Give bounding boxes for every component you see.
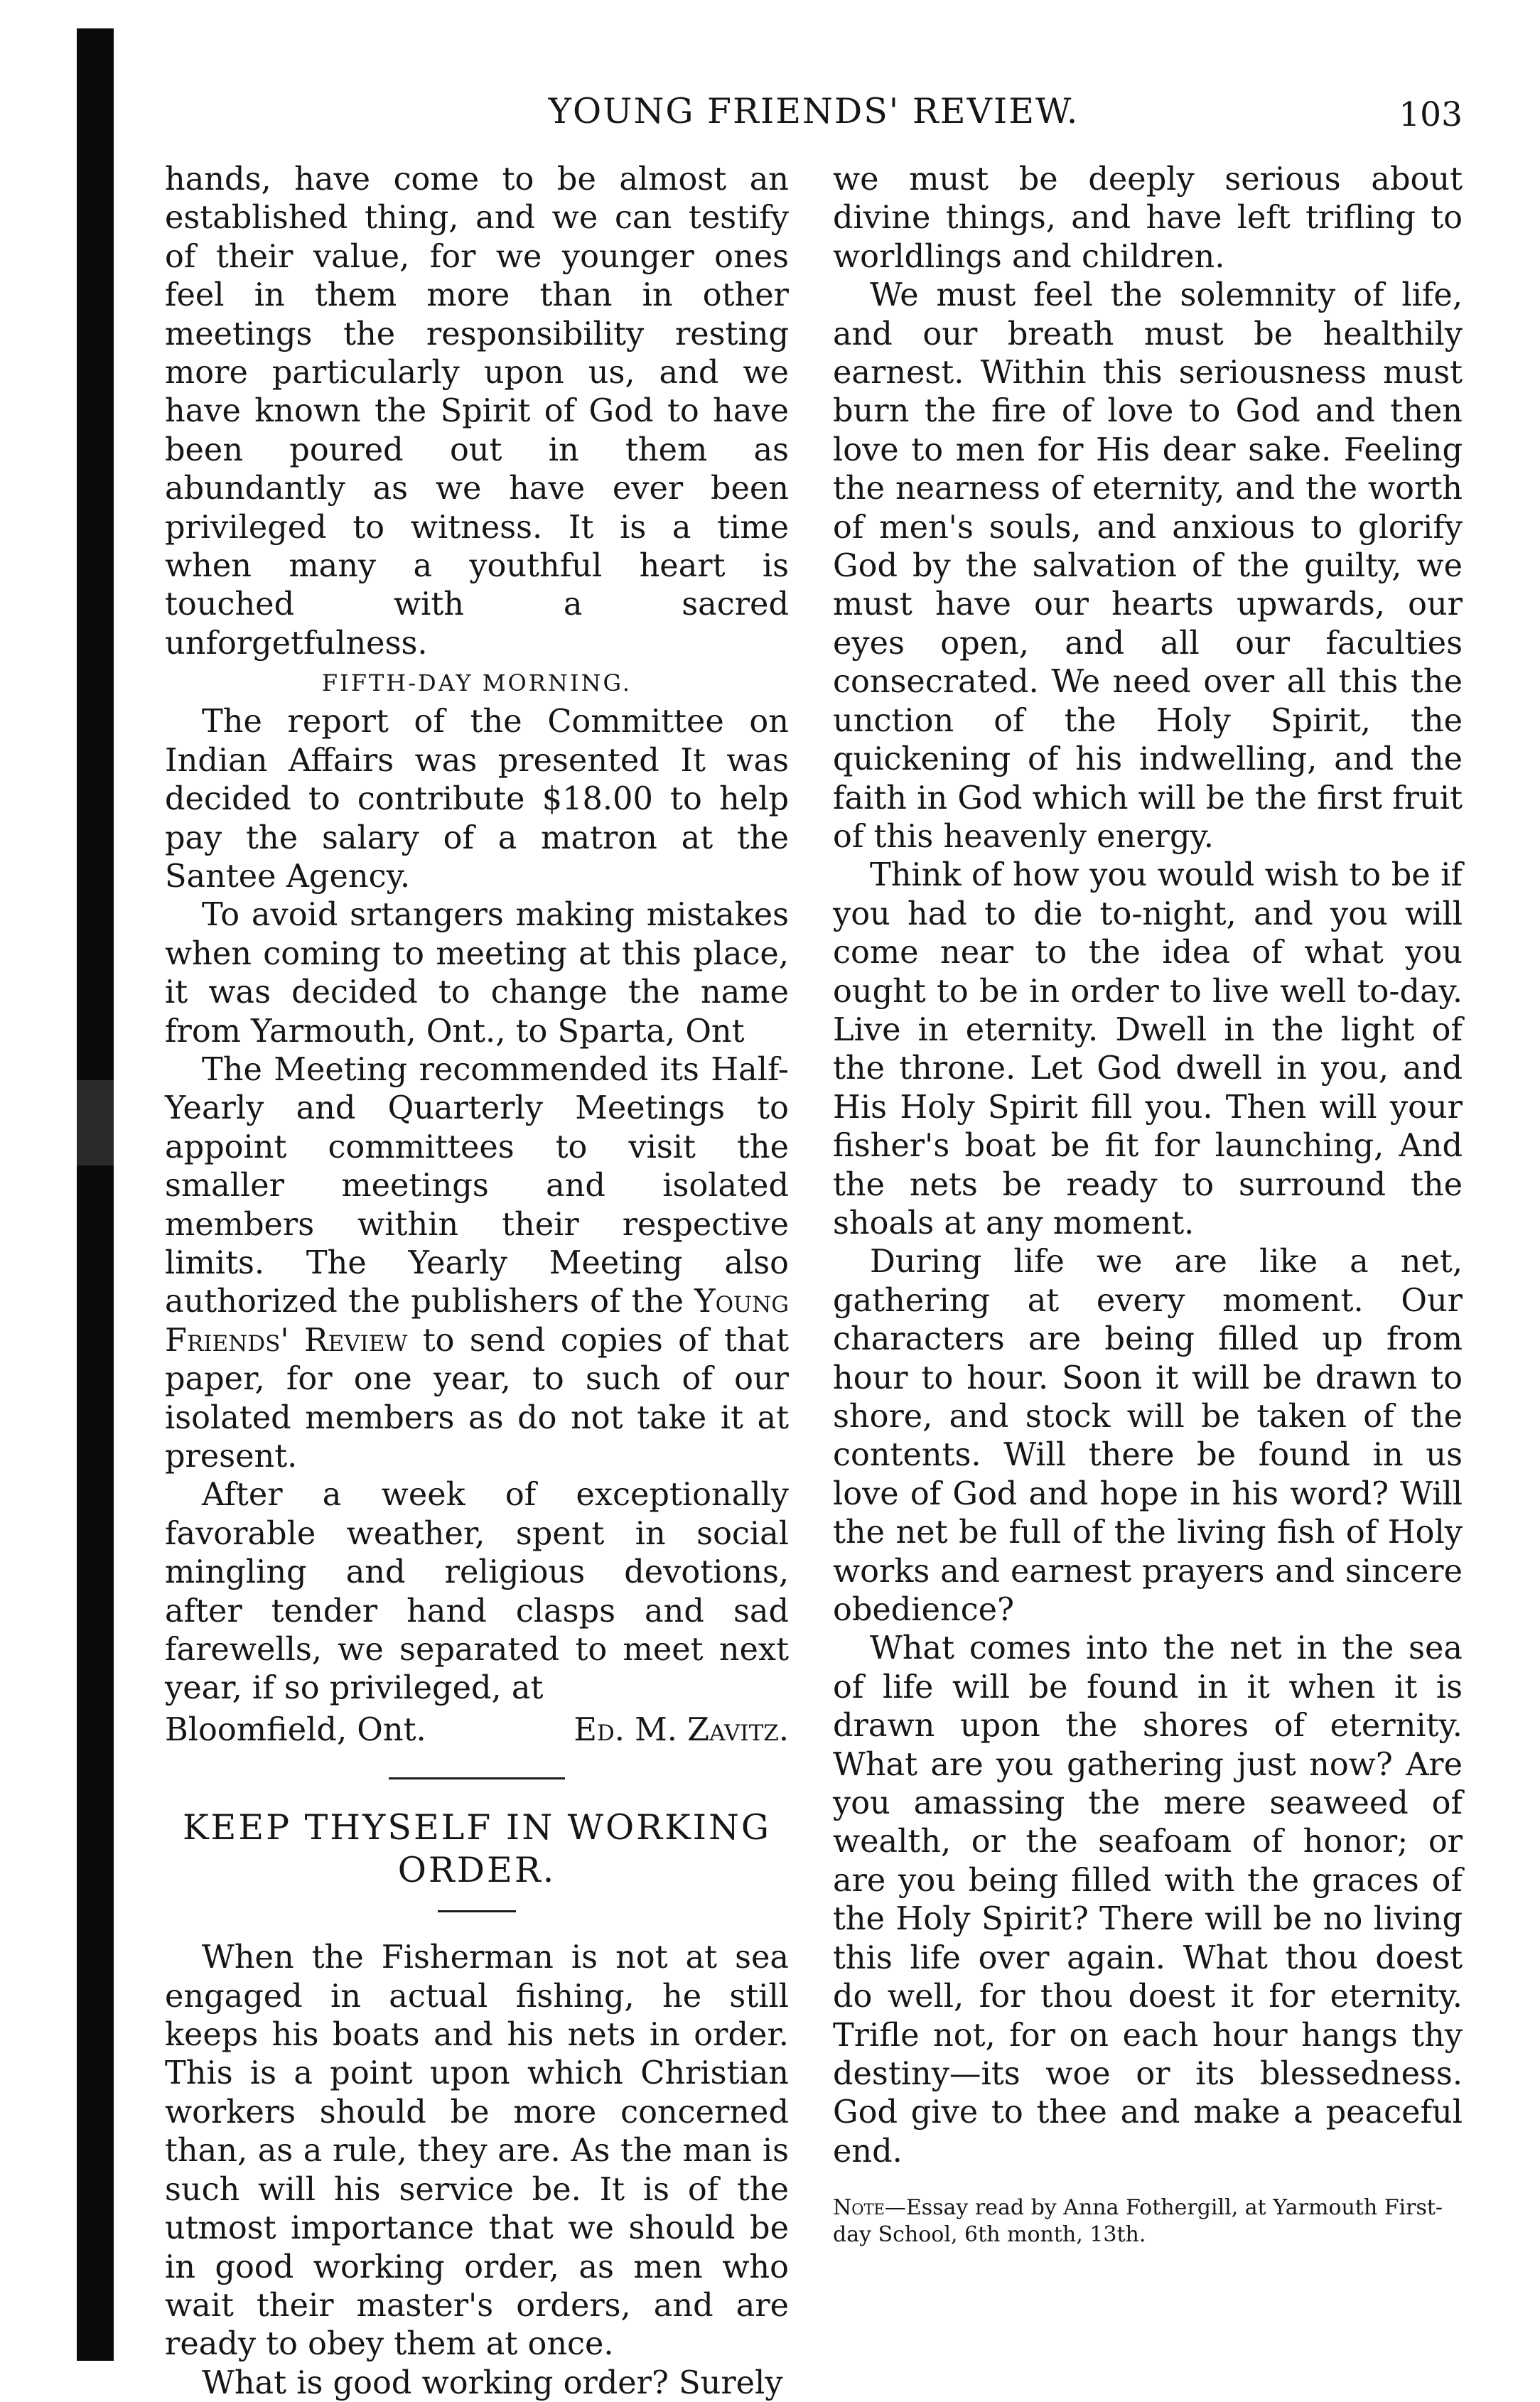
signature: Ed. M. Zavitz. xyxy=(574,1711,789,1748)
next-meeting-place: Bloomfield, Ont. xyxy=(165,1711,426,1748)
article-heading-line1: KEEP THYSELF IN WORKING xyxy=(182,1807,772,1848)
binding-notch xyxy=(77,1080,114,1165)
paragraph-indian-affairs: The report of the Committee on Indian Affairs was presented It was decided to contribute $18.00 to help pay the salary of a matron at the Santee Agency. xyxy=(165,703,789,895)
section-subheading: FIFTH-DAY MORNING. xyxy=(321,669,632,697)
heading-divider xyxy=(438,1910,516,1912)
publication-title: Young Friends' Review xyxy=(165,1283,789,1359)
article-heading-line2: ORDER. xyxy=(397,1850,556,1891)
footnote-label: Note xyxy=(833,2195,885,2221)
article-paragraph-fisherman: When the Fisherman is not at sea engaged in actual fishing, he still keeps his boats and his nets in order. This is a point upon which Christian workers should be more concerned than, as a rule, they are. As the man is such will his service be. It is of the utmost importance that we should be in good working order, as men who wait their master's orders, and are ready to obey them at once. xyxy=(165,1939,789,2363)
paragraph-closing xyxy=(165,1475,789,1707)
committees-text: The Meeting recommended its Half-Yearly and Quarterly Meetings to appoint committees to visit the smaller meetings and isolated members within their respective limits. The Yearly Meeting also authorized the publishers of the xyxy=(165,1050,789,1320)
binding-edge xyxy=(77,28,114,2361)
right-column xyxy=(833,160,1463,2248)
left-column xyxy=(165,160,789,2402)
committees-text-end: to send copies of that paper, for one year, to such of our isolated members as do not take it at present. xyxy=(165,1321,789,1475)
page-number: 103 xyxy=(1399,95,1463,134)
article-paragraph-question: What is good working order? Surely xyxy=(202,2364,783,2401)
article-paragraph-solemnity: We must feel the solemnity of life, and our breath must be healthily earnest. Within this seriousness must burn the fire of love to God and then love to men for His dear sake. Feeling the nearness of eternity, and the worth of men's souls, and anxious to glorify God by the salvation of the guilty, we must have our hearts upwards, our eyes open, and all our faculties consecrated. We need over all this the unction of the Holy Spirit, the quickening of his indwelling, and the faith in God which will be the first fruit of this heavenly energy. xyxy=(833,276,1463,855)
article-paragraph-net: During life we are like a net, gathering at every moment. Our characters are being filled up from hour to hour. Soon it will be drawn to shore, and stock will be taken of the contents. Will there be found in us love of God and hope in his word? Will the net be full of the living fish of Holy works and earnest prayers and sincere obedience? xyxy=(833,1243,1463,1629)
paragraph-name-change: To avoid srtangers making mistakes when coming to meeting at this place, it was decided to change the name from Yarmouth, Ont., to Sparta, Ont xyxy=(165,896,789,1050)
article-paragraph-tonight: Think of how you would wish to be if you had to die to-night, and you will come near to the idea of what you ought to be in order to live well to-day. Live in eternity. Dwell in the light of the throne. Let God dwell in you, and His Holy Spirit fill you. Then will your fisher's boat be fit for launching, And the nets be ready to surround the shoals at any moment. xyxy=(833,856,1463,1242)
running-title: YOUNG FRIENDS' REVIEW. xyxy=(548,91,1079,131)
footnote xyxy=(833,2194,1463,2248)
article-heading xyxy=(165,1806,789,1892)
continued-paragraph: hands, have come to be almost an established thing, and we can testify of their value, for we younger ones feel in them more than in other meetings the responsibility resting more particularly upon us, and we have known the Spirit of God to have been poured out in them as abundantly as we have ever been privileged to witness. It is a time when many a youthful heart is touched with a sacred unforgetfulness. xyxy=(165,161,789,662)
running-head xyxy=(165,91,1463,148)
paragraph-committees xyxy=(165,1050,789,1475)
section-divider xyxy=(389,1777,565,1779)
footnote-text: —Essay read by Anna Fothergill, at Yarmouth First-day School, 6th month, 13th. xyxy=(833,2195,1443,2248)
closing-text: After a week of exceptionally favorable weather, spent in social mingling and religious devotions, after tender hand clasps and sad farewells, we separated to meet next year, if so privileged, at xyxy=(165,1476,789,1707)
article-paragraph-eternity: What comes into the net in the sea of life will be found in it when it is drawn upon the shores of eternity. What are you gathering just now? Are you amassing the mere seaweed of wealth, or the seafoam of honor; or are you being filled with the graces of the Holy Spirit? There will be no living this life over again. What thou doest do well, for thou doest it for eternity. Trifle not, for on each hour hangs thy destiny—its woe or its blessedness. God give to thee and make a peaceful end. xyxy=(833,1630,1463,2170)
article-paragraph-serious: we must be deeply serious about divine things, and have left trifling to worldlings and children. xyxy=(833,161,1463,275)
signature-row xyxy=(165,1711,789,1749)
